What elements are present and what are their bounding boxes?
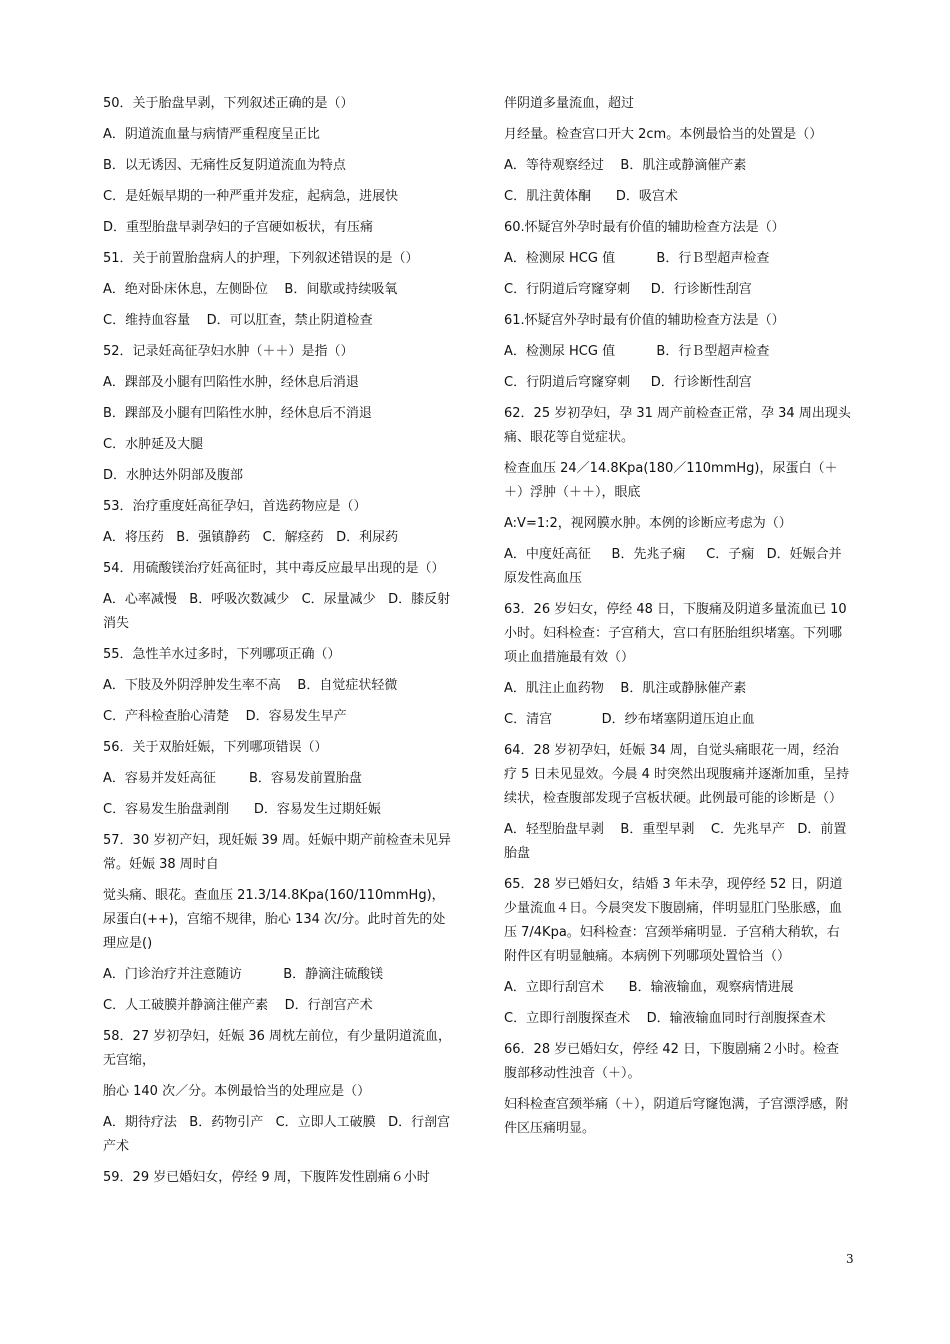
text-line: 62．25 岁初孕妇，孕 31 周产前检查正常，孕 34 周出现头痛、眼花等自觉症状。: [504, 406, 851, 445]
text-line: 53．治疗重度妊高征孕妇，首选药物应是（）: [103, 499, 367, 514]
text-line: 58．27 岁初孕妇，妊娠 36 周枕左前位，有少量阴道流血，无宫缩，: [103, 1029, 452, 1068]
text-line: 64．28 岁初孕妇，妊娠 34 周，自觉头痛眼花一周，经治疗 5 日未见显效。今晨 4 时突然出现腹痛并逐渐加重，呈持续状，检查腹部发现子宫板状硬。此例最可能的诊断是（）: [504, 743, 850, 806]
text-line: D．重型胎盘早剥孕妇的子宫硬如板状，有压痛: [103, 220, 374, 235]
text-line: 61.怀疑宫外孕时最有价值的辅助检查方法是（）: [504, 313, 785, 328]
text-line: A．容易并发妊高征 B．容易发前置胎盘: [103, 771, 362, 786]
text-line: C．水肿延及大腿: [103, 437, 204, 452]
text-line: A．肌注止血药物 B．肌注或静脉催产素: [504, 681, 747, 696]
text-line: C．人工破膜并静滴注催产素 D．行剖宫产术: [103, 998, 373, 1013]
left-column: [103, 92, 453, 1197]
text-line: 59．29 岁已婚妇女，停经 9 周，下腹阵发性剧痛６小时: [103, 1170, 430, 1185]
text-line: A．等待观察经过 B．肌注或静滴催产素: [504, 158, 747, 173]
text-line: 63．26 岁妇女，停经 48 日，下腹痛及阴道多量流血已 10 小时。妇科检查：子宫稍大，宫口有胚胎组织堵塞。下列哪项止血措施最有效（）: [504, 602, 851, 665]
text-line: C．维持血容量 D．可以肛查，禁止阴道检查: [103, 313, 373, 328]
text-line: 57．30 岁初产妇，现妊娠 39 周。妊娠中期产前检查未见异常。妊娠 38 周时自: [103, 833, 452, 872]
text-line: A．阴道流血量与病情严重程度呈正比: [103, 127, 320, 142]
text-line: A．将压药 B．强镇静药 C．解痉药 D．利尿药: [103, 530, 399, 545]
text-line: A．心率减慢 B．呼吸次数减少 C．尿量减少 D．膝反射消失: [103, 592, 451, 631]
text-line: 检查血压 24／14.8Kpa(180／110mmHg)，尿蛋白（＋＋）浮肿（＋＋），眼底: [504, 461, 838, 500]
text-line: A．中度妊高征 B．先兆子痫 C．子痫 D．妊娠合并原发性高血压: [504, 547, 842, 586]
text-line: A．期待疗法 B．药物引产 C．立即人工破膜 D．行剖宫产术: [103, 1115, 451, 1154]
text-line: A．绝对卧床休息，左侧卧位 B．间歇或持续吸氧: [103, 282, 398, 297]
text-line: A．轻型胎盘早剥 B．重型早剥 C．先兆早产 D．前置胎盘: [504, 822, 847, 861]
text-line: C．行阴道后穹窿穿刺 D．行诊断性刮宫: [504, 375, 752, 390]
text-line: 52．记录妊高征孕妇水肿（＋＋）是指（）: [103, 344, 354, 359]
text-line: 65．28 岁已婚妇女，结婚 3 年未孕，现停经 52 日，阴道少量流血４日。今晨突发下腹剧痛，伴明显肛门坠胀感，血压 7/4Kpa。妇科检查：宫颈举痛明显．子宫稍大稍软，右附件区有明显触痛。本病例下列哪项处置恰当（）: [504, 877, 843, 964]
text-line: 51．关于前置胎盘病人的护理，下列叙述错误的是（）: [103, 251, 419, 266]
text-line: 月经量。检查宫口开大 2cm。本例最恰当的处置是（）: [504, 127, 823, 142]
text-line: 伴阴道多量流血，超过: [504, 96, 635, 111]
text-line: B．踝部及小腿有凹陷性水肿，经休息后不消退: [103, 406, 372, 421]
text-line: 妇科检查宫颈举痛（＋），阴道后穹窿饱满，子宫漂浮感，附件区压痛明显。: [504, 1097, 849, 1136]
text-line: A．下肢及外阴浮肿发生率不高 B．自觉症状轻微: [103, 678, 398, 693]
page-number: 3: [846, 1252, 854, 1266]
text-line: 55．急性羊水过多时，下列哪项正确（）: [103, 647, 341, 662]
text-line: C．清宫 D．纱布堵塞阴道压迫止血: [504, 712, 755, 727]
text-line: A．检测尿 HCG 值 B．行Ｂ型超声检查: [504, 344, 770, 359]
text-line: 56．关于双胎妊娠，下列哪项错误（）: [103, 740, 328, 755]
text-line: A:V=1:2，视网膜水肿。本例的诊断应考虑为（）: [504, 516, 792, 531]
text-line: C．产科检查胎心清楚 D．容易发生早产: [103, 709, 347, 724]
text-line: C．立即行剖腹探查术 D．输液输血同时行剖腹探查术: [504, 1011, 826, 1026]
text-line: 54．用硫酸镁治疗妊高征时，其中毒反应最早出现的是（）: [103, 561, 445, 576]
text-line: A．门诊治疗并注意随访 B．静滴注硫酸镁: [103, 967, 384, 982]
text-line: 50．关于胎盘早剥，下列叙述正确的是（）: [103, 96, 354, 111]
right-column: [504, 92, 852, 1148]
text-line: C．肌注黄体酮 D．吸宫术: [504, 189, 678, 204]
text-line: B．以无诱因、无痛性反复阴道流血为特点: [103, 158, 346, 173]
text-line: 66．28 岁已婚妇女，停经 42 日，下腹剧痛２小时。检查腹部移动性浊音（＋）。: [504, 1042, 840, 1081]
text-line: D．水肿达外阴部及腹部: [103, 468, 244, 483]
text-line: A．踝部及小腿有凹陷性水肿，经休息后消退: [103, 375, 359, 390]
text-line: C．行阴道后穹窿穿刺 D．行诊断性刮宫: [504, 282, 752, 297]
text-line: A．立即行刮宫术 B．输液输血，观察病情进展: [504, 980, 794, 995]
text-line: C．是妊娠早期的一种严重并发症，起病急，进展快: [103, 189, 399, 204]
text-line: 胎心 140 次／分。本例最恰当的处理应是（）: [103, 1084, 371, 1099]
text-line: 60.怀疑宫外孕时最有价值的辅助检查方法是（）: [504, 220, 785, 235]
text-line: A．检测尿 HCG 值 B．行Ｂ型超声检查: [504, 251, 770, 266]
text-line: C．容易发生胎盘剥削 D．容易发生过期妊娠: [103, 802, 381, 817]
text-line: 觉头痛、眼花。查血压 21.3/14.8Kpa(160/110mmHg)，尿蛋白(++)，宫缩不规律，胎心 134 次/分。此时首先的处理应是(): [103, 888, 446, 951]
